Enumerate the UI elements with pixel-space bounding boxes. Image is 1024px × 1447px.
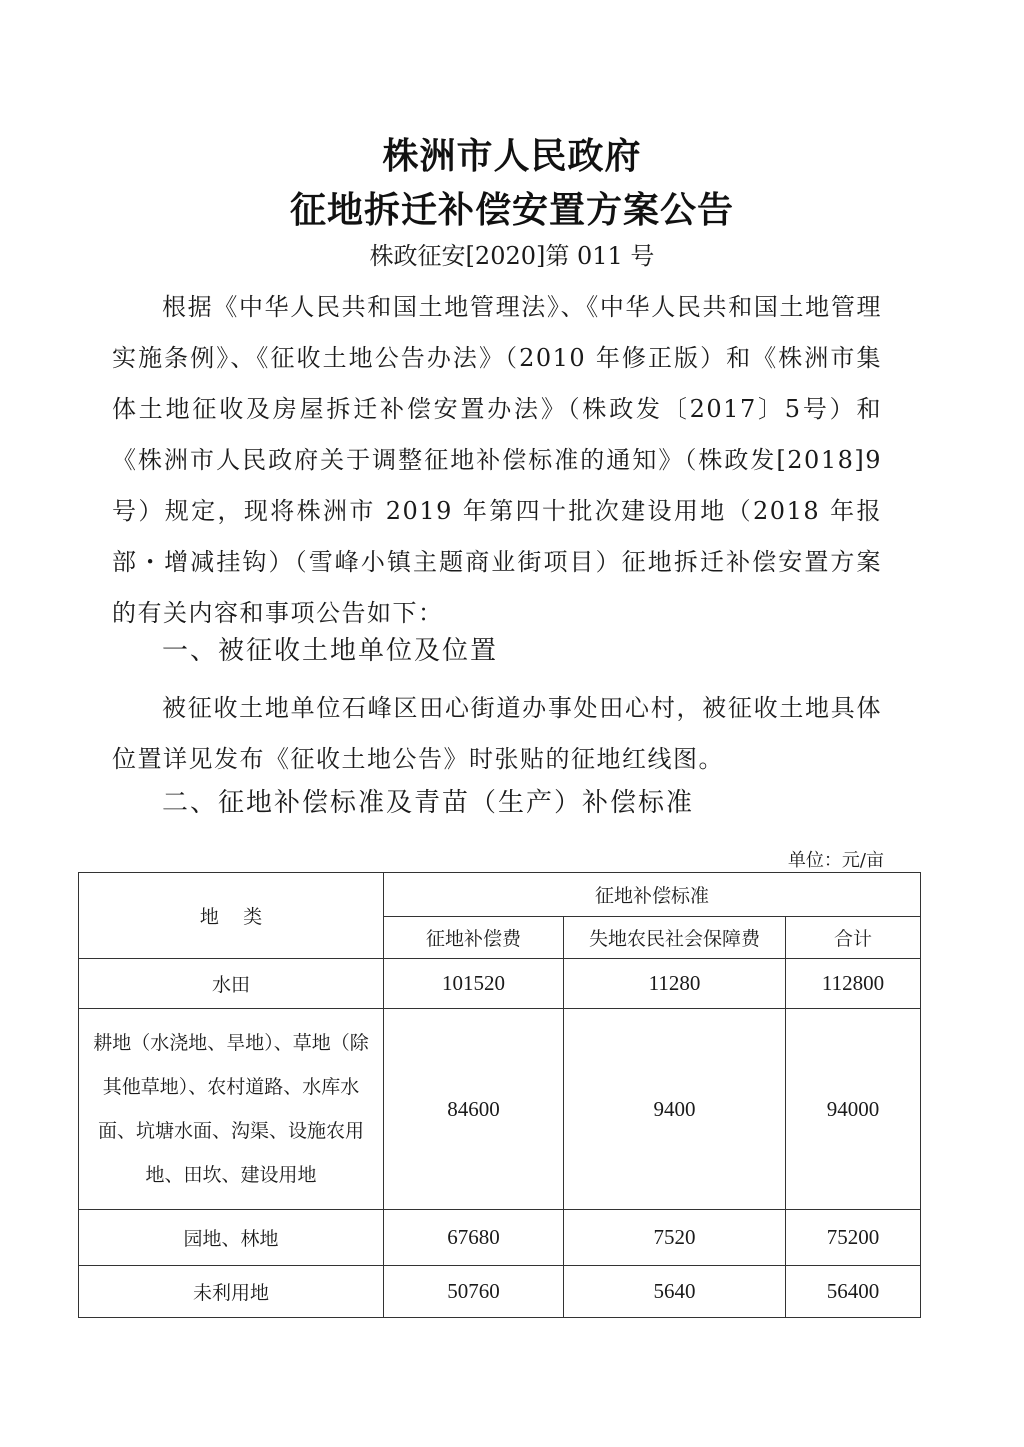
table-unit-label: 单位：元/亩 — [787, 850, 884, 871]
header-compensation-fee: 征地补偿费 — [384, 917, 564, 959]
section-heading-1: 一、被征收土地单位及位置 — [162, 636, 499, 666]
header-total: 合计 — [786, 917, 921, 959]
land-type-cell: 未利用地 — [79, 1266, 384, 1318]
land-type-cell: 水田 — [79, 959, 384, 1009]
compensation-cell: 50760 — [384, 1266, 564, 1318]
land-type-cell: 园地、林地 — [79, 1210, 384, 1266]
social-security-cell: 11280 — [564, 959, 786, 1009]
compensation-table — [78, 872, 921, 1318]
table-row — [79, 959, 921, 1009]
total-cell: 56400 — [786, 1266, 921, 1318]
compensation-cell: 84600 — [384, 1009, 564, 1210]
table-row — [79, 1009, 921, 1210]
social-security-cell: 7520 — [564, 1210, 786, 1266]
table-row — [79, 1210, 921, 1266]
total-cell: 112800 — [786, 959, 921, 1009]
compensation-cell: 101520 — [384, 959, 564, 1009]
total-cell: 75200 — [786, 1210, 921, 1266]
table-row — [79, 1266, 921, 1318]
social-security-cell: 5640 — [564, 1266, 786, 1318]
land-type-cell: 耕地（水浇地、旱地）、草地（除其他草地）、农村道路、水库水面、坑塘水面、沟渠、设施农用地、田坎、建设用地 — [79, 1009, 384, 1210]
header-compensation-standard: 征地补偿标准 — [384, 873, 921, 917]
header-social-security-fee: 失地农民社会保障费 — [564, 917, 786, 959]
intro-paragraph: 根据《中华人民共和国土地管理法》、《中华人民共和国土地管理实施条例》、《征收土地公告办法》（2010 年修正版）和《株洲市集体土地征收及房屋拆迁补偿安置办法》（株政发〔2017〕5号）和《株洲市人民政府关于调整征地补偿标准的通知》（株政发[2018]9 号）规定，现将株洲市 2019 年第四十批次建设用地（2018 年报部・增减挂钩）（雪峰小镇主题商业街项目）征地拆迁补偿安置方案的有关内容和事项公告如下： — [112, 293, 882, 627]
social-security-cell: 9400 — [564, 1009, 786, 1210]
total-cell: 94000 — [786, 1009, 921, 1210]
header-land-type: 地 类 — [79, 873, 384, 959]
document-title-line1: 株洲市人民政府 — [382, 136, 642, 177]
location-paragraph: 被征收土地单位石峰区田心街道办事处田心村，被征收土地具体位置详见发布《征收土地公告》时张贴的征地红线图。 — [112, 694, 882, 773]
section-heading-2: 二、征地补偿标准及青苗（生产）补偿标准 — [162, 788, 695, 818]
document-title-line2: 征地拆迁补偿安置方案公告 — [289, 190, 734, 231]
document-number: 株政征安[2020]第 011 号 — [369, 242, 655, 270]
compensation-cell: 67680 — [384, 1210, 564, 1266]
